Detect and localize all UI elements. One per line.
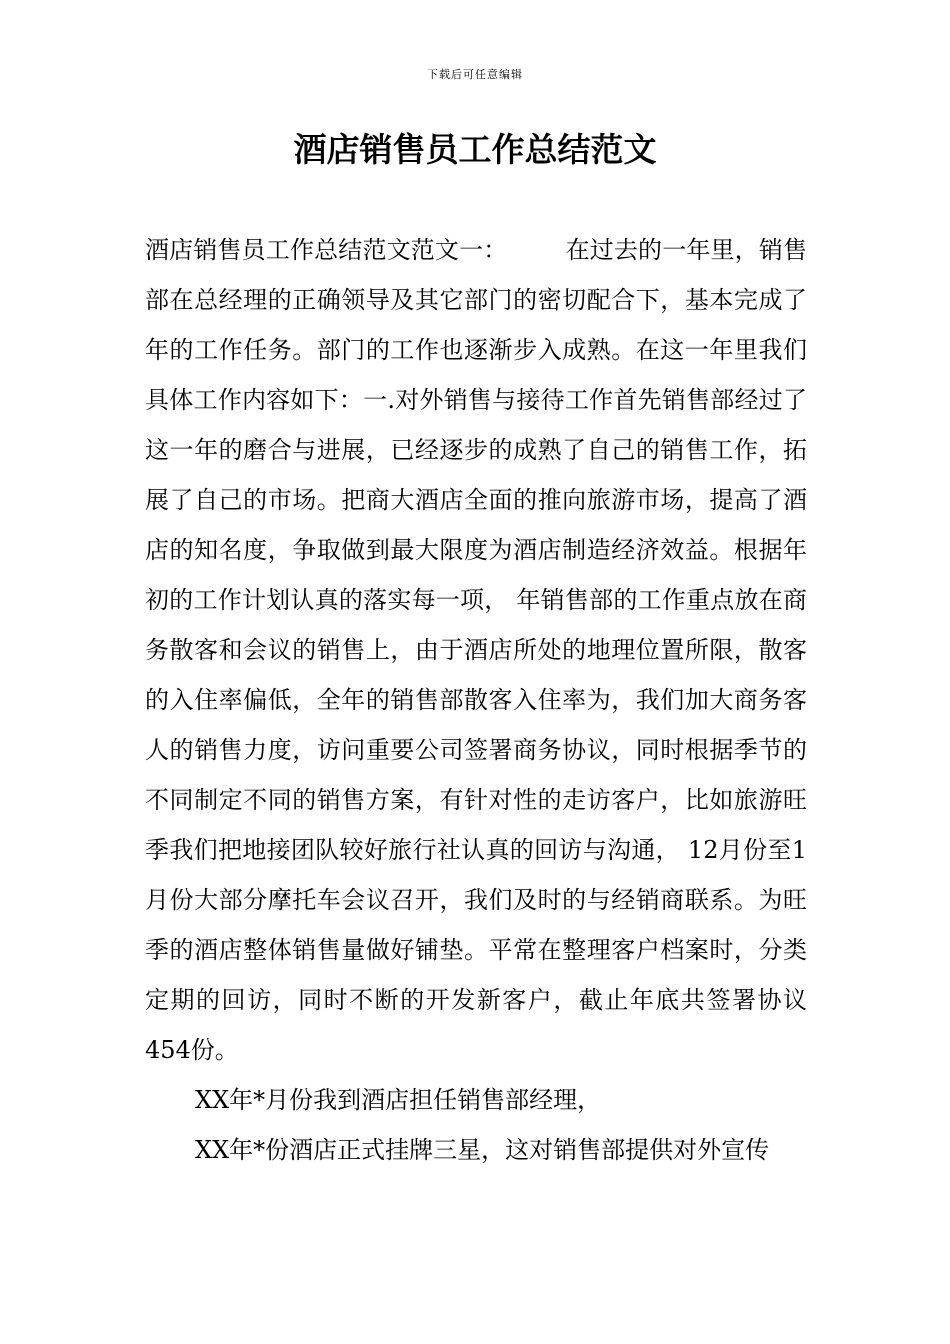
document-title: 酒店销售员工作总结范文 xyxy=(293,130,657,169)
intro-label: 酒店销售员工作总结范文范文一： xyxy=(145,236,508,264)
paragraph-3: XX年*份酒店正式挂牌三星，这对销售部提供对外宣传 xyxy=(195,1136,770,1164)
header-note: 下载后可任意编辑 xyxy=(427,68,523,81)
paragraph-1-text: 在过去的一年里，销售部在总经理的正确领导及其它部门的密切配合下，基本完成了 年的工作任务。部门的工作也逐渐步入成熟。在这一年里我们具体工作内容如下：一.对外销售与接待工作首先销售部经过了这一年的磨合与进展，已经逐步的成熟了自己的销售工作，拓展了自己的市场。把商大酒店全面的推向旅游市场，提高了酒店的知名度，争取做到最大限度为酒店制造经济效益。根据年初的工作计划认真的落实每一项， 年销售部的工作重点放在商务散客和会议的销售上，由于酒店所处的地理位置所限，散客的入住率偏低，全年的销售部散客入住率为，我们加大商务客人的销售力度，访问重要公司签署商务协议，同时根据季节的不同制定不同的销售方案，有针对性的走访客户，比如旅游旺季我们把地接团队较好旅行社认真的回访与沟通， 12月份至1月份大部分摩托车会议召开，我们及时的与经销商联系。为旺季的酒店整体销售量做好铺垫。平常在整理客户档案时，分类定期的回访，同时不断的开发新客户，截止年底共签署协议454份。 xyxy=(145,236,808,1064)
paragraph-intro xyxy=(145,225,807,1075)
document-body xyxy=(145,225,807,1175)
paragraph-2: XX年*月份我到酒店担任销售部经理， xyxy=(195,1086,602,1114)
